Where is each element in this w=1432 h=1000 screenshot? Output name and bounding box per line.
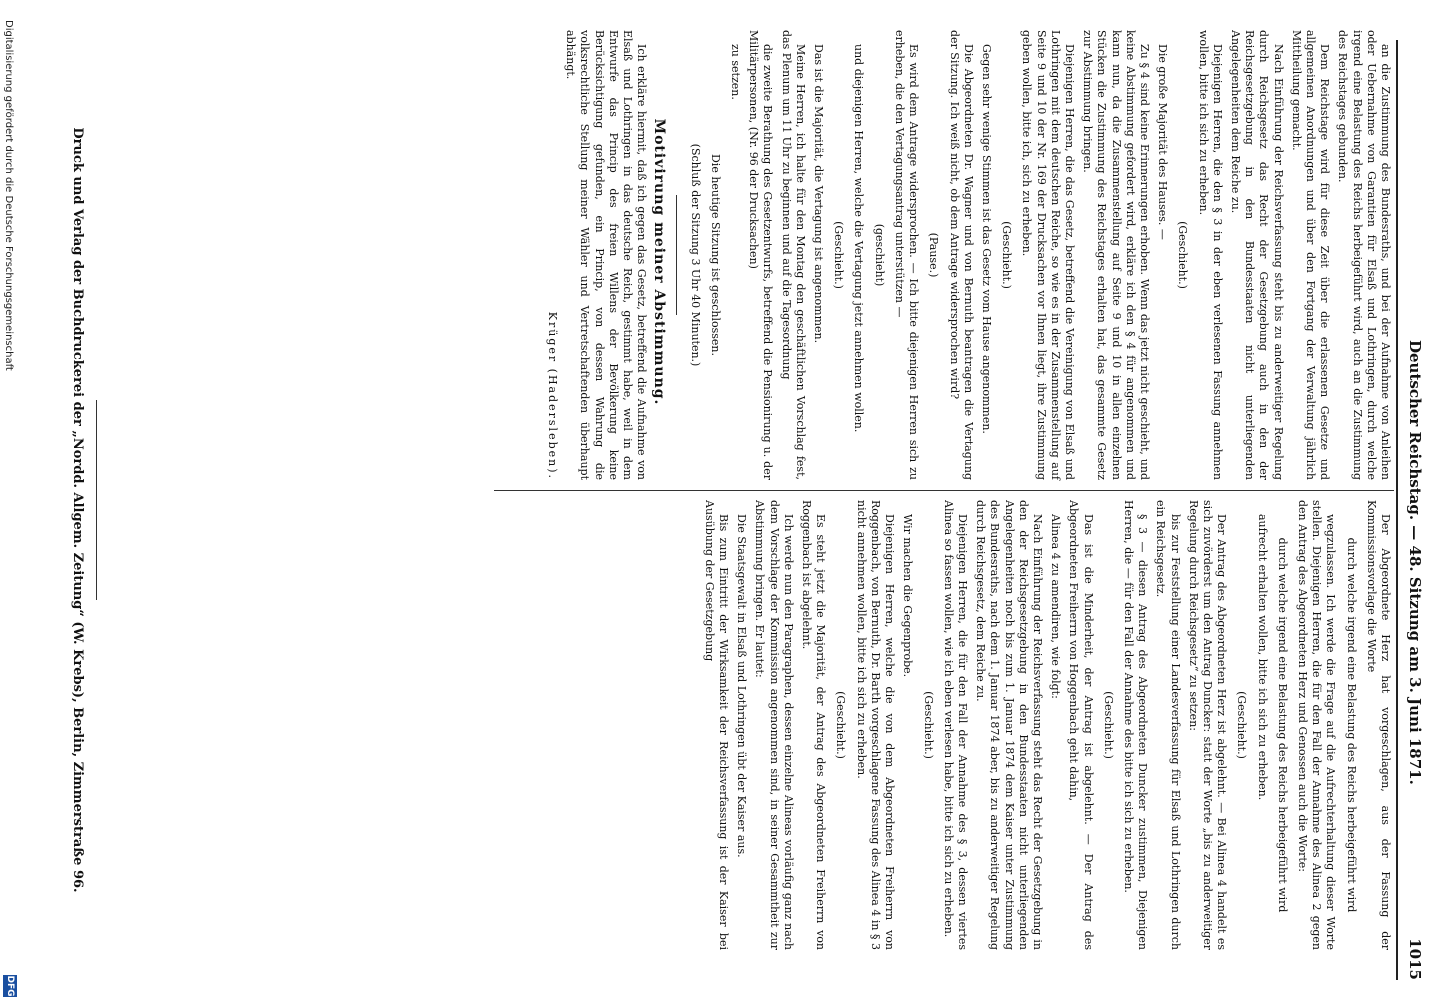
printer-imprint: Druck und Verlag der Buchdruckerei der „Nordd. Allgem. Zeitung“ (W. Krebs), Berlin, Zimmerstraße 96. (70, 127, 85, 893)
paragraph: Diejenigen Herren, welche die von dem Abgeordneten Freiherrn von Roggenbach, von Bernuth, Dr. Barth vorgeschlagene Fassung des Alinea 4 in § 3 nicht annehmen wollen, bitte ich sich zu erheben. (854, 500, 897, 950)
paragraph: wegzulassen. Ich werde die Frage auf die Aufrechterhaltung dieser Worte stellen. Diejenigen Herren, die für den Fall der Annahme des Alinea 2 gegen den Antrag des Abgeordneten Herz und Genossen auch die Worte: (1295, 500, 1338, 950)
column-divider (494, 490, 1394, 491)
paragraph: und diejenigen Herren, welche die Vertagung jetzt annehmen wollen. (852, 44, 866, 433)
paragraph: bis zur Feststellung einer Landesverfassung für Elsaß und Lothringen durch ein Reichsgesetz. (1154, 500, 1182, 950)
paragraph: Diejenigen Herren, die das Gesetz, betreffend die Vereinigung von Elsaß und Lothringen mit dem deutschen Reiche, so wie es in der Zusammenstellung auf Seite 9 und 10 der Nr. 169 der Drucksachen vor Ihnen liegt, ihre Zustimmung geben wollen, bitte ich, sich zu erheben. (1020, 30, 1076, 480)
quote: durch welche irgend eine Belastung des Reichs herbeigeführt wird (1344, 537, 1358, 913)
right-column (698, 500, 1392, 950)
remark: (Geschieht.) (921, 691, 935, 759)
paragraph: Wir machen die Gegenprobe. (901, 514, 915, 678)
left-column (541, 30, 1392, 480)
dfg-logo: DFG (5, 975, 15, 997)
remark: (Schluß der Sitzung 3 Uhr 40 Minuten.) (688, 143, 702, 367)
paragraph: Ich werde nun den Paragraphen, dessen einzelne Alineas vorläufig ganz nach dem Vorschlage der Kommission angenommen sind, in seiner Gesammtheit zur Abstimmung bringen. Er lautet: (753, 500, 795, 950)
paragraph: Alinea 4 zu amendiren, wie folgt: (1049, 514, 1063, 699)
paragraph: Dem Reichstage wird für diese Zeit über die erlassenen Gesetze und allgemeinen Anordnungen und über den Fortgang der Verwaltung jährlich Mittheilung gemacht. (1289, 30, 1332, 480)
motivation-heading: Motivirung meiner Abstimmung. (651, 118, 668, 406)
paragraph: Meine Herren, ich halte für den Montag den geschäftlichen Vorschlag fest, das Plenum um 11 Uhr zu beginnen und auf die Tagesordnung (779, 30, 807, 480)
remark: (Geschieht.) (1101, 691, 1115, 759)
remark: (Geschieht.) (834, 691, 848, 759)
paragraph: Der Abgeordnete Herz hat vorgeschlagen, aus der Fassung der Kommissionsvorlage die Worte (1364, 500, 1392, 950)
page-title: Deutscher Reichstag. — 48. Sitzung am 3. Juni 1871. (1406, 340, 1424, 785)
paragraph: § 3 — diesen Antrag des Abgeordneten Duncker zustimmen, Diejenigen Herren, die — für den Fall der Annahme des bitte ich sich zu erheben. (1121, 500, 1150, 950)
paragraph: zu setzen. (729, 44, 743, 100)
remark: (Geschieht.) (832, 221, 846, 289)
remark: Die heutige Sitzung ist geschlossen. (708, 153, 722, 357)
paragraph: Diejenigen Herren, die den § 3 in der eben verlesenen Fassung annehmen wollen, bitte ich sich zu erheben. (1196, 30, 1224, 480)
paragraph: Die Staatsgewalt in Elsaß und Lothringen übt der Kaiser aus. (735, 514, 749, 858)
page-number: 1015 (1406, 938, 1424, 980)
signature: Krüger (Hadersleben). (546, 311, 560, 480)
section-divider (676, 195, 677, 315)
page-header (1396, 40, 1428, 980)
paragraph: Nach Einführung der Reichsverfassung steht bis zu anderweitiger Regelung durch Reichsgesetz das Recht der Gesetzgebung auch in den der Reichsgesetzgebung in den Bundesstaaten nicht unterliegenden Angelegenheiten dem Reiche zu. (1228, 30, 1285, 480)
paragraph: Die Abgeordneten Dr. Wagner und von Bernuth beantragen die Vertagung der Sitzung. Ich weiß nicht, ob dem Antrage widersprochen wird? (947, 30, 975, 480)
paragraph: Der Antrag des Abgeordneten Herz ist abgelehnt. — Bei Alinea 4 handelt es sich zuvörderst um den Antrag Duncker: statt der Worte „bis zu anderweitiger Regelung durch Reichsgesetz“ zu setzen: (1186, 500, 1229, 950)
remark: (Pause.) (927, 232, 941, 278)
paragraph: Gegen sehr wenige Stimmen ist das Gesetz vom Hause angenommen. (979, 44, 993, 434)
remark: (Geschieht.) (1235, 691, 1249, 759)
paragraph: an die Zustimmung des Bundesraths, und bei der Aufnahme von Anleihen oder Uebernahme von Garantien für Elsaß und Lothringen, durch welche irgend eine Belastung des Reichs herbeigeführt wird, auch an die Zustimmung des Reichstages gebunden. (1336, 30, 1392, 480)
paragraph: Das ist die Majorität, die Vertagung ist angenommen. (812, 44, 826, 344)
paragraph: Die große Majorität des Hauses. — (1156, 44, 1170, 240)
remark: (Geschieht.) (1176, 221, 1190, 289)
motivation-paragraph: Ich erkläre hiermit, daß ich gegen das Gesetz, betreffend die Aufnahme von Elsaß und Lothringen in das deutsche Reich, gestimmt habe, weil in dem Entwurfe das Princip des freien Willens der Bevölkerung keine Berücksichtigung gefunden, ein Princip, von dessen Wahrung die volksrechtliche Stellung meiner Wähler und Vertretschaftenden überhaupt abhängt. (564, 30, 649, 480)
paragraph: Diejenigen Herren, die für den Fall der Annahme des § 3, dessen viertes Alinea so fassen wollen, wie ich eben verlesen habe, bitte ich sich zu erheben. (941, 500, 969, 950)
footer-divider (96, 400, 97, 600)
paragraph: aufrecht erhalten wollen, bitte ich sich zu erheben. (1255, 514, 1269, 801)
paragraph: Bis zum Eintritt der Wirksamkeit der Reichsverfassung ist der Kaiser bei Ausübung der Gesetzgebung (702, 500, 731, 950)
paragraph: Es wird dem Antrage widersprochen. — Ich bitte diejenigen Herren sich zu erheben, die den Vertagungsantrag unterstützen — (892, 30, 921, 480)
paragraph: die zweite Berathung des Gesetzentwurfs, betreffend die Pensionirung u. der Militärpersonen, (Nr. 96 der Drucksachen) (747, 30, 775, 480)
paragraph: Es steht jetzt die Majorität, der Antrag des Abgeordneten Freiherrn von Roggenbach ist abgelehnt. (800, 500, 828, 950)
quote: durch welche irgend eine Belastung des Reichs herbeigeführt wird (1275, 537, 1289, 913)
digitization-note: Digitalisierung gefördert durch die Deutsche Forschungsgemeinschaft (3, 20, 14, 371)
remark: (Geschieht.) (1000, 221, 1014, 289)
paragraph: Zu § 4 sind keine Erinnerungen erhoben. Wenn das jetzt nicht geschieht, und keine Abstimmung gefordert wird, erkläre ich den § 4 für angenommen und kann nun, da die Zusammenstellung auf Seite 9 und 10 in allen einzelnen Stücken die Zustimmung des Reichstages erhalten hat, das gesammte Gesetz zur Abstimmung bringen. (1081, 30, 1151, 480)
paragraph: Das ist die Minderheit, der Antrag ist abgelehnt. — Der Antrag des Abgeordneten Freiherrn von Hoggenbach geht dahin, (1067, 500, 1095, 950)
paragraph: Nach Einführung der Reichsverfassung steht das Recht der Gesetzgebung in den der Reichsgesetzgebung in den Bundesstaaten nicht unterliegenden Angelegenheiten noch bis zum 1. Januar 1874 dem Kaiser unter Zustimmung des Bundesraths, nach dem 1. Januar 1874 aber, bis zu anderweitiger Regelung durch Reichsgesetz, dem Reiche zu. (974, 500, 1044, 950)
remark: (geschieht) (872, 223, 886, 287)
